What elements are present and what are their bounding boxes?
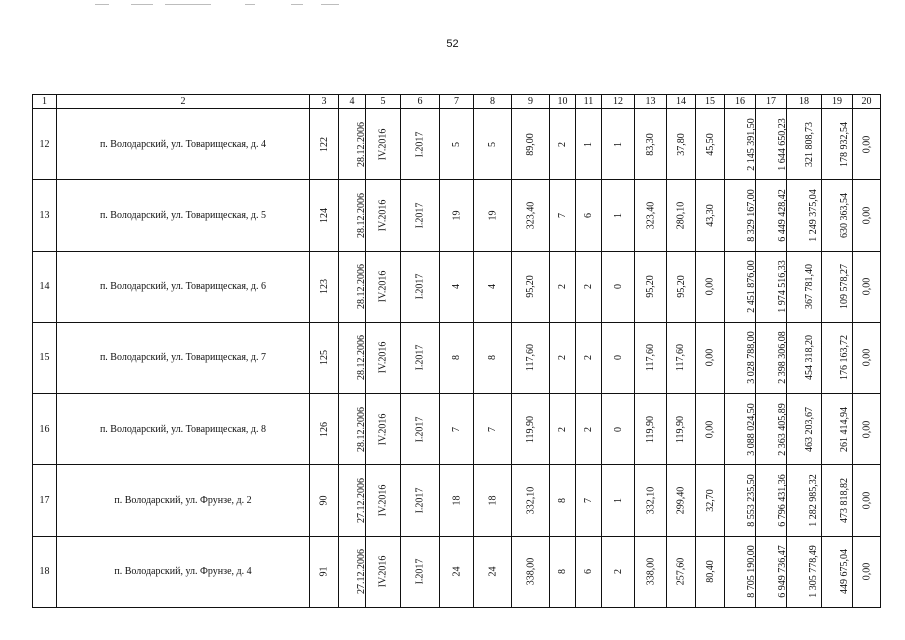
table-cell (339, 465, 366, 536)
cell-value: 28.12.2006 (356, 335, 367, 381)
table-cell (822, 109, 853, 180)
cell-value: IV.2016 (377, 484, 389, 517)
cell-value: 1 (612, 212, 624, 218)
column-header: 9 (512, 95, 550, 109)
cell-value: 2 (557, 426, 568, 432)
table-cell (512, 536, 550, 607)
cell-value: 1 644 650,23 (776, 117, 788, 171)
column-header: 3 (310, 95, 339, 109)
table-cell (635, 465, 667, 536)
table-row (33, 536, 881, 607)
cell-value: 24 (451, 566, 462, 577)
address-cell: п. Володарский, ул. Товарищеская, д. 6 (57, 251, 310, 322)
table-cell (725, 394, 756, 465)
cell-value: 27.12.2006 (356, 549, 367, 595)
address-cell: п. Володарский, ул. Фрунзе, д. 2 (57, 465, 310, 536)
cell-value: 3 088 024,50 (745, 402, 757, 456)
cell-value: 7 (583, 498, 594, 503)
table-cell (512, 109, 550, 180)
column-header: 5 (366, 95, 401, 109)
table-cell (756, 251, 787, 322)
table-cell (822, 465, 853, 536)
table-cell (339, 536, 366, 607)
cell-value: IV.2016 (377, 199, 389, 232)
cell-value: 2 398 306,08 (776, 331, 788, 385)
table-cell (696, 251, 725, 322)
table-cell (635, 536, 667, 607)
data-table (32, 94, 881, 608)
cell-value: 8 553 235,50 (745, 474, 757, 527)
table-cell (853, 536, 881, 607)
cell-value: 1 (583, 141, 594, 147)
table-cell (787, 536, 822, 607)
cell-value: 338,00 (645, 558, 656, 586)
table-cell (310, 109, 339, 180)
cell-value: 2 (583, 426, 594, 432)
table-cell (602, 465, 635, 536)
table-cell (756, 536, 787, 607)
cell-value: 2 145 391,50 (745, 117, 757, 171)
cell-value: 83,30 (645, 132, 656, 156)
cell-value: 1 974 516,33 (776, 260, 788, 313)
table-cell (474, 109, 512, 180)
scan-artifact (95, 0, 395, 8)
table-cell (440, 109, 474, 180)
table-cell (667, 180, 696, 251)
cell-value: 0,00 (704, 349, 716, 367)
cell-value: 0 (612, 355, 624, 361)
cell-value: 261 414,94 (839, 406, 850, 452)
table-cell (339, 394, 366, 465)
table-cell (667, 322, 696, 393)
cell-value: 18 (451, 495, 462, 506)
cell-value: 630 363,54 (839, 192, 850, 238)
table-cell (440, 180, 474, 251)
table-row (33, 180, 881, 251)
cell-value: 6 (583, 212, 594, 218)
address-cell: п. Володарский, ул. Товарищеская, д. 5 (57, 180, 310, 251)
cell-value: 119,90 (644, 415, 656, 443)
table-cell (550, 536, 576, 607)
cell-value: 449 675,04 (839, 549, 850, 595)
table-cell (787, 394, 822, 465)
table-cell (550, 322, 576, 393)
cell-value: 95,20 (645, 275, 656, 298)
table-cell (474, 251, 512, 322)
cell-value: 1 (612, 141, 624, 147)
table-cell (550, 251, 576, 322)
cell-value: 95,20 (525, 275, 536, 298)
table-cell (440, 536, 474, 607)
cell-value: 0,00 (704, 277, 716, 296)
cell-value: 299,40 (675, 486, 687, 515)
table-cell (401, 180, 440, 251)
table-cell (512, 322, 550, 393)
cell-value: IV.2016 (377, 270, 389, 303)
table-row (33, 465, 881, 536)
table-cell (602, 394, 635, 465)
table-cell (474, 180, 512, 251)
table-cell (756, 109, 787, 180)
cell-value: 28.12.2006 (356, 264, 367, 310)
table-cell (310, 180, 339, 251)
cell-value: 8 (557, 569, 568, 575)
cell-value: 117,60 (675, 344, 687, 372)
column-header: 1 (33, 95, 57, 109)
table-cell (725, 536, 756, 607)
table-cell (339, 322, 366, 393)
cell-value: 6 (583, 569, 594, 575)
cell-value: 280,10 (675, 201, 687, 230)
cell-value: 28.12.2006 (356, 192, 367, 238)
table-cell (512, 180, 550, 251)
cell-value: 6 449 428,42 (776, 189, 788, 242)
cell-value: 2 (583, 284, 594, 290)
table-cell (602, 180, 635, 251)
row-number-cell: 17 (33, 465, 57, 536)
cell-value: I.2017 (414, 558, 426, 585)
table-cell (576, 251, 602, 322)
cell-value: 8 (557, 498, 568, 503)
table-cell (853, 251, 881, 322)
cell-value: I.2017 (414, 202, 426, 229)
table-cell (635, 394, 667, 465)
table-cell (787, 180, 822, 251)
table-cell (822, 322, 853, 393)
cell-value: 4 (451, 284, 462, 290)
column-header: 6 (401, 95, 440, 109)
address-cell: п. Володарский, ул. Фрунзе, д. 4 (57, 536, 310, 607)
table-cell (853, 394, 881, 465)
cell-value: 0,00 (861, 349, 872, 367)
cell-value: 7 (487, 426, 498, 432)
cell-value: 2 (557, 284, 568, 290)
cell-value: IV.2016 (377, 413, 389, 446)
table-cell (756, 322, 787, 393)
cell-value: 27.12.2006 (356, 478, 367, 523)
table-cell (696, 536, 725, 607)
cell-value: 323,40 (525, 201, 536, 230)
cell-value: 454 318,20 (804, 335, 815, 381)
cell-value: 176 163,72 (839, 335, 850, 381)
table-cell (725, 251, 756, 322)
cell-value: 0 (612, 426, 624, 432)
cell-value: I.2017 (414, 273, 426, 300)
table-cell (474, 322, 512, 393)
table-cell (366, 251, 401, 322)
cell-value: 80,40 (704, 560, 716, 584)
cell-value: 0 (612, 284, 624, 290)
table-cell (366, 465, 401, 536)
cell-value: 32,70 (704, 489, 716, 512)
column-header: 16 (725, 95, 756, 109)
cell-value: 126 (318, 421, 330, 437)
cell-value: 28.12.2006 (356, 406, 367, 452)
table-cell (310, 322, 339, 393)
cell-value: 28.12.2006 (356, 121, 367, 167)
table-cell (822, 394, 853, 465)
table-cell (667, 394, 696, 465)
address-cell: п. Володарский, ул. Товарищеская, д. 7 (57, 322, 310, 393)
table-cell (667, 251, 696, 322)
cell-value: 2 451 876,00 (745, 260, 757, 313)
table-cell (401, 109, 440, 180)
table-cell (822, 251, 853, 322)
table-cell (401, 465, 440, 536)
table-header-row (33, 95, 881, 109)
table-cell (310, 394, 339, 465)
table-cell (787, 322, 822, 393)
cell-value: 0,00 (861, 563, 872, 581)
cell-value: 2 (557, 355, 568, 361)
cell-value: 7 (451, 426, 462, 432)
cell-value: 89,00 (525, 132, 536, 156)
table-cell (725, 180, 756, 251)
cell-value: 24 (487, 566, 498, 577)
table-cell (550, 465, 576, 536)
table-cell (696, 394, 725, 465)
cell-value: 109 578,27 (839, 264, 850, 310)
cell-value: 0,00 (861, 206, 872, 225)
cell-value: 2 363 405,89 (776, 402, 788, 456)
column-header: 19 (822, 95, 853, 109)
table-cell (602, 251, 635, 322)
row-number-cell: 14 (33, 251, 57, 322)
row-number-cell: 15 (33, 322, 57, 393)
table-cell (310, 465, 339, 536)
table-cell (401, 394, 440, 465)
cell-value: 5 (451, 141, 462, 147)
table-cell (667, 109, 696, 180)
column-header: 17 (756, 95, 787, 109)
cell-value: 119,90 (524, 415, 536, 443)
cell-value: 0,00 (704, 420, 716, 438)
table-cell (339, 109, 366, 180)
column-header: 7 (440, 95, 474, 109)
table-cell (512, 251, 550, 322)
cell-value: 91 (318, 566, 330, 577)
cell-value: 321 808,73 (804, 121, 815, 167)
cell-value: 2 (612, 569, 624, 575)
table-cell (853, 322, 881, 393)
cell-value: 8 329 167,00 (745, 189, 757, 242)
table-row (33, 322, 881, 393)
cell-value: 2 (557, 141, 568, 147)
cell-value: 2 (583, 355, 594, 361)
table-cell (853, 465, 881, 536)
table-cell (756, 465, 787, 536)
cell-value: 45,50 (704, 132, 716, 156)
cell-value: 1 (612, 498, 624, 503)
page-number: 52 (446, 38, 459, 50)
cell-value: I.2017 (414, 487, 426, 514)
table-cell (602, 109, 635, 180)
column-header: 13 (635, 95, 667, 109)
table-cell (440, 251, 474, 322)
table-cell (635, 322, 667, 393)
table-cell (696, 465, 725, 536)
column-header: 4 (339, 95, 366, 109)
table-cell (310, 536, 339, 607)
cell-value: 37,80 (675, 132, 687, 156)
table-cell (512, 465, 550, 536)
table-cell (440, 394, 474, 465)
table-cell (725, 109, 756, 180)
table-cell (787, 109, 822, 180)
table-cell (756, 394, 787, 465)
cell-value: 1 282 985,32 (807, 474, 819, 527)
table-cell (635, 109, 667, 180)
cell-value: I.2017 (414, 416, 426, 443)
table-cell (787, 465, 822, 536)
table-cell (310, 251, 339, 322)
table-cell (576, 180, 602, 251)
row-number-cell: 13 (33, 180, 57, 251)
table-cell (667, 465, 696, 536)
table-cell (853, 109, 881, 180)
cell-value: IV.2016 (377, 555, 389, 588)
cell-value: 7 (557, 212, 568, 218)
table-cell (512, 394, 550, 465)
cell-value: 4 (487, 284, 498, 290)
table-cell (725, 465, 756, 536)
column-header: 8 (474, 95, 512, 109)
cell-value: 1 305 778,49 (807, 545, 819, 599)
cell-value: I.2017 (414, 345, 426, 371)
table-cell (635, 180, 667, 251)
table-cell (366, 109, 401, 180)
cell-value: 19 (451, 210, 462, 221)
cell-value: 473 818,82 (839, 478, 850, 523)
column-header: 20 (853, 95, 881, 109)
table-cell (366, 394, 401, 465)
cell-value: 463 203,67 (804, 406, 815, 452)
table-cell (339, 251, 366, 322)
cell-value: 1 249 375,04 (807, 189, 819, 242)
table-cell (756, 180, 787, 251)
table-cell (635, 251, 667, 322)
address-cell: п. Володарский, ул. Товарищеская, д. 8 (57, 394, 310, 465)
table-cell (853, 180, 881, 251)
table-cell (550, 109, 576, 180)
cell-value: 0,00 (861, 135, 872, 153)
table-row (33, 109, 881, 180)
table-cell (576, 109, 602, 180)
cell-value: 8 705 190,00 (745, 545, 757, 599)
cell-value: 332,10 (645, 486, 656, 515)
cell-value: 6 949 736,47 (776, 545, 788, 599)
table-cell (602, 322, 635, 393)
cell-value: 122 (318, 136, 330, 152)
column-header: 11 (576, 95, 602, 109)
table-cell (366, 180, 401, 251)
cell-value: I.2017 (414, 131, 426, 158)
cell-value: 124 (318, 207, 330, 223)
table-cell (822, 180, 853, 251)
table-cell (401, 536, 440, 607)
cell-value: 123 (318, 279, 330, 295)
cell-value: 125 (318, 350, 330, 366)
cell-value: IV.2016 (377, 128, 389, 161)
cell-value: 0,00 (861, 491, 872, 510)
cell-value: 5 (487, 141, 498, 147)
cell-value: 119,90 (675, 415, 687, 443)
table-cell (401, 251, 440, 322)
table-cell (696, 322, 725, 393)
table-row (33, 394, 881, 465)
column-header: 12 (602, 95, 635, 109)
table-cell (696, 180, 725, 251)
cell-value: 90 (318, 495, 330, 506)
table-cell (576, 322, 602, 393)
cell-value: 3 028 788,00 (745, 331, 757, 385)
table-cell (474, 465, 512, 536)
cell-value: 0,00 (861, 277, 872, 296)
column-header: 10 (550, 95, 576, 109)
table-cell (366, 536, 401, 607)
table-cell (602, 536, 635, 607)
column-header: 18 (787, 95, 822, 109)
table-cell (550, 394, 576, 465)
cell-value: 8 (487, 355, 498, 361)
cell-value: 178 932,54 (839, 121, 850, 167)
cell-value: 117,60 (644, 344, 656, 372)
table-cell (474, 394, 512, 465)
table-row (33, 251, 881, 322)
cell-value: 367 781,40 (804, 264, 815, 310)
table-cell (787, 251, 822, 322)
table-cell (401, 322, 440, 393)
cell-value: 19 (487, 210, 498, 221)
cell-value: 338,00 (525, 558, 536, 586)
cell-value: 6 796 431,36 (776, 474, 788, 527)
cell-value: 18 (487, 495, 498, 506)
table-cell (725, 322, 756, 393)
row-number-cell: 18 (33, 536, 57, 607)
table-cell (474, 536, 512, 607)
cell-value: 8 (451, 355, 462, 361)
column-header: 14 (667, 95, 696, 109)
table-cell (440, 465, 474, 536)
row-number-cell: 16 (33, 394, 57, 465)
cell-value: 0,00 (861, 420, 872, 438)
cell-value: 257,60 (675, 558, 687, 586)
table-cell (822, 536, 853, 607)
row-number-cell: 12 (33, 109, 57, 180)
table-cell (576, 394, 602, 465)
table-cell (550, 180, 576, 251)
cell-value: 43,30 (704, 204, 716, 227)
table-cell (576, 465, 602, 536)
table-cell (576, 536, 602, 607)
cell-value: IV.2016 (377, 342, 389, 374)
cell-value: 95,20 (675, 275, 687, 298)
cell-value: 332,10 (525, 486, 536, 515)
cell-value: 117,60 (524, 344, 536, 372)
cell-value: 323,40 (645, 201, 656, 230)
column-header: 15 (696, 95, 725, 109)
table-cell (696, 109, 725, 180)
table-cell (667, 536, 696, 607)
table-cell (366, 322, 401, 393)
table-cell (440, 322, 474, 393)
column-header: 2 (57, 95, 310, 109)
address-cell: п. Володарский, ул. Товарищеская, д. 4 (57, 109, 310, 180)
table-cell (339, 180, 366, 251)
